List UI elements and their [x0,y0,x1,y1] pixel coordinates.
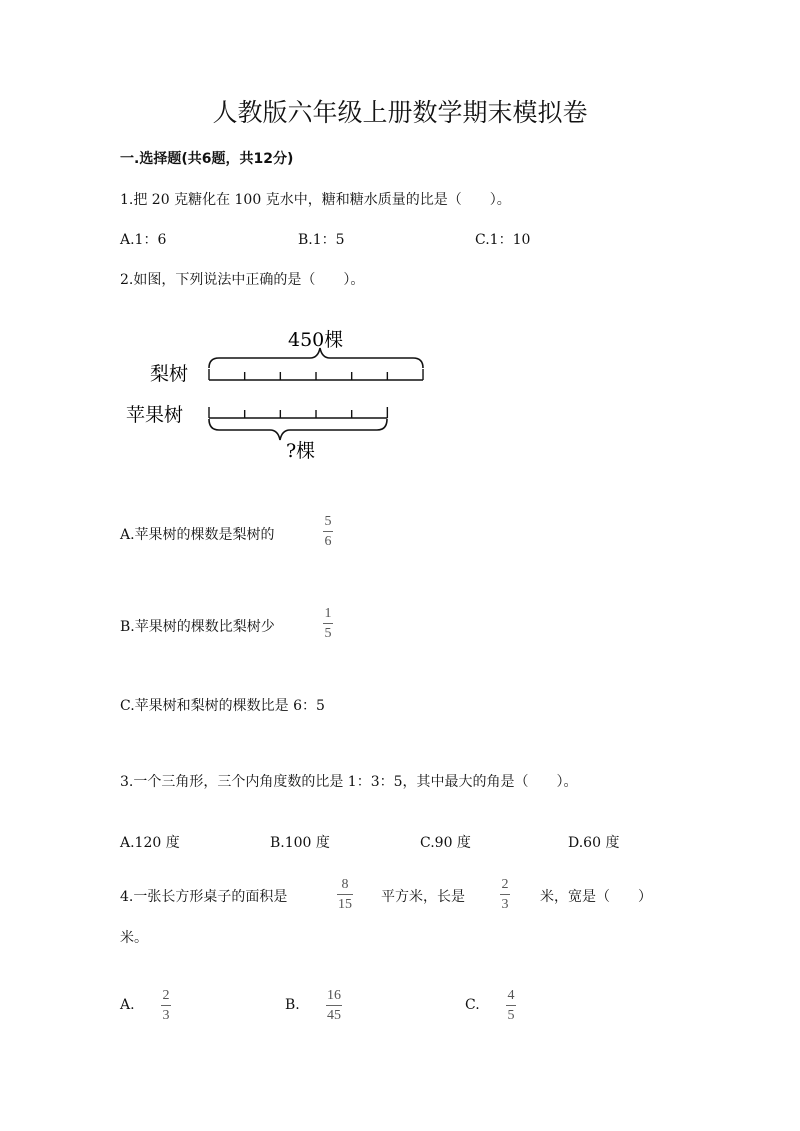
section-heading: 一.选择题(共6题，共12分) [120,151,294,167]
question-3-option-b: B.100 度 [270,835,330,851]
question-2-option-c: C.苹果树和梨树的棵数比是 6：5 [120,698,325,714]
option-c-fraction [506,988,516,1023]
apple-tree-bar [209,407,387,418]
pear-tree-label: 梨树 [150,363,189,385]
question-2-option-a: A.苹果树的棵数是梨树的 [120,527,275,543]
question-2-option-b: B.苹果树的棵数比梨树少 [120,619,275,635]
fraction-one-fifth [323,606,333,641]
total-label: 450棵 [288,329,344,351]
fraction-five-sixths [323,514,333,549]
fraction-area [337,877,353,912]
numerator: 2 [501,877,509,892]
question-1-option-a: A.1：6 [120,232,167,248]
option-b-fraction [326,988,342,1023]
unknown-total-label: ?棵 [286,440,316,462]
numerator: 16 [327,988,341,1003]
question-1-option-b: B.1：5 [298,232,345,248]
question-3-option-a: A.120 度 [120,835,180,851]
numerator: 1 [324,606,332,621]
numerator: 5 [324,514,332,529]
denominator: 6 [324,534,332,549]
denominator: 15 [338,897,352,912]
question-2-stem: 2.如图，下列说法中正确的是（ ）。 [120,272,365,288]
bottom-brace [209,419,387,440]
segment-diagram [120,320,440,465]
option-a-fraction [161,988,171,1023]
question-3-option-d: D.60 度 [568,835,620,851]
question-1-option-c: C.1：10 [475,232,531,248]
apple-tree-label: 苹果树 [126,404,184,426]
denominator: 5 [324,626,332,641]
numerator: 2 [162,988,170,1003]
question-1-stem: 1.把 20 克糖化在 100 克水中，糖和糖水质量的比是（ ）。 [120,192,511,208]
question-3-stem: 3.一个三角形，三个内角度数的比是 1：3：5，其中最大的角是（ ）。 [120,774,578,790]
denominator: 3 [501,897,509,912]
question-4-stem-part2: 平方米，长是 [381,889,465,905]
numerator: 4 [507,988,515,1003]
fraction-length [500,877,510,912]
top-brace [209,348,423,368]
question-4-stem-part4: 米。 [120,930,148,946]
question-4-option-a-label: A. [120,997,135,1013]
page-title: 人教版六年级上册数学期末模拟卷 [212,98,588,127]
pear-tree-bar [209,369,423,380]
denominator: 5 [507,1008,515,1023]
question-3-option-c: C.90 度 [420,835,471,851]
question-4-stem-part1: 4.一张长方形桌子的面积是 [120,889,288,905]
question-4-option-b-label: B. [285,997,300,1013]
numerator: 8 [341,877,349,892]
question-4-stem-part3: 米，宽是（ ） [540,889,652,905]
question-4-option-c-label: C. [465,997,480,1013]
denominator: 45 [327,1008,341,1023]
denominator: 3 [162,1008,170,1023]
